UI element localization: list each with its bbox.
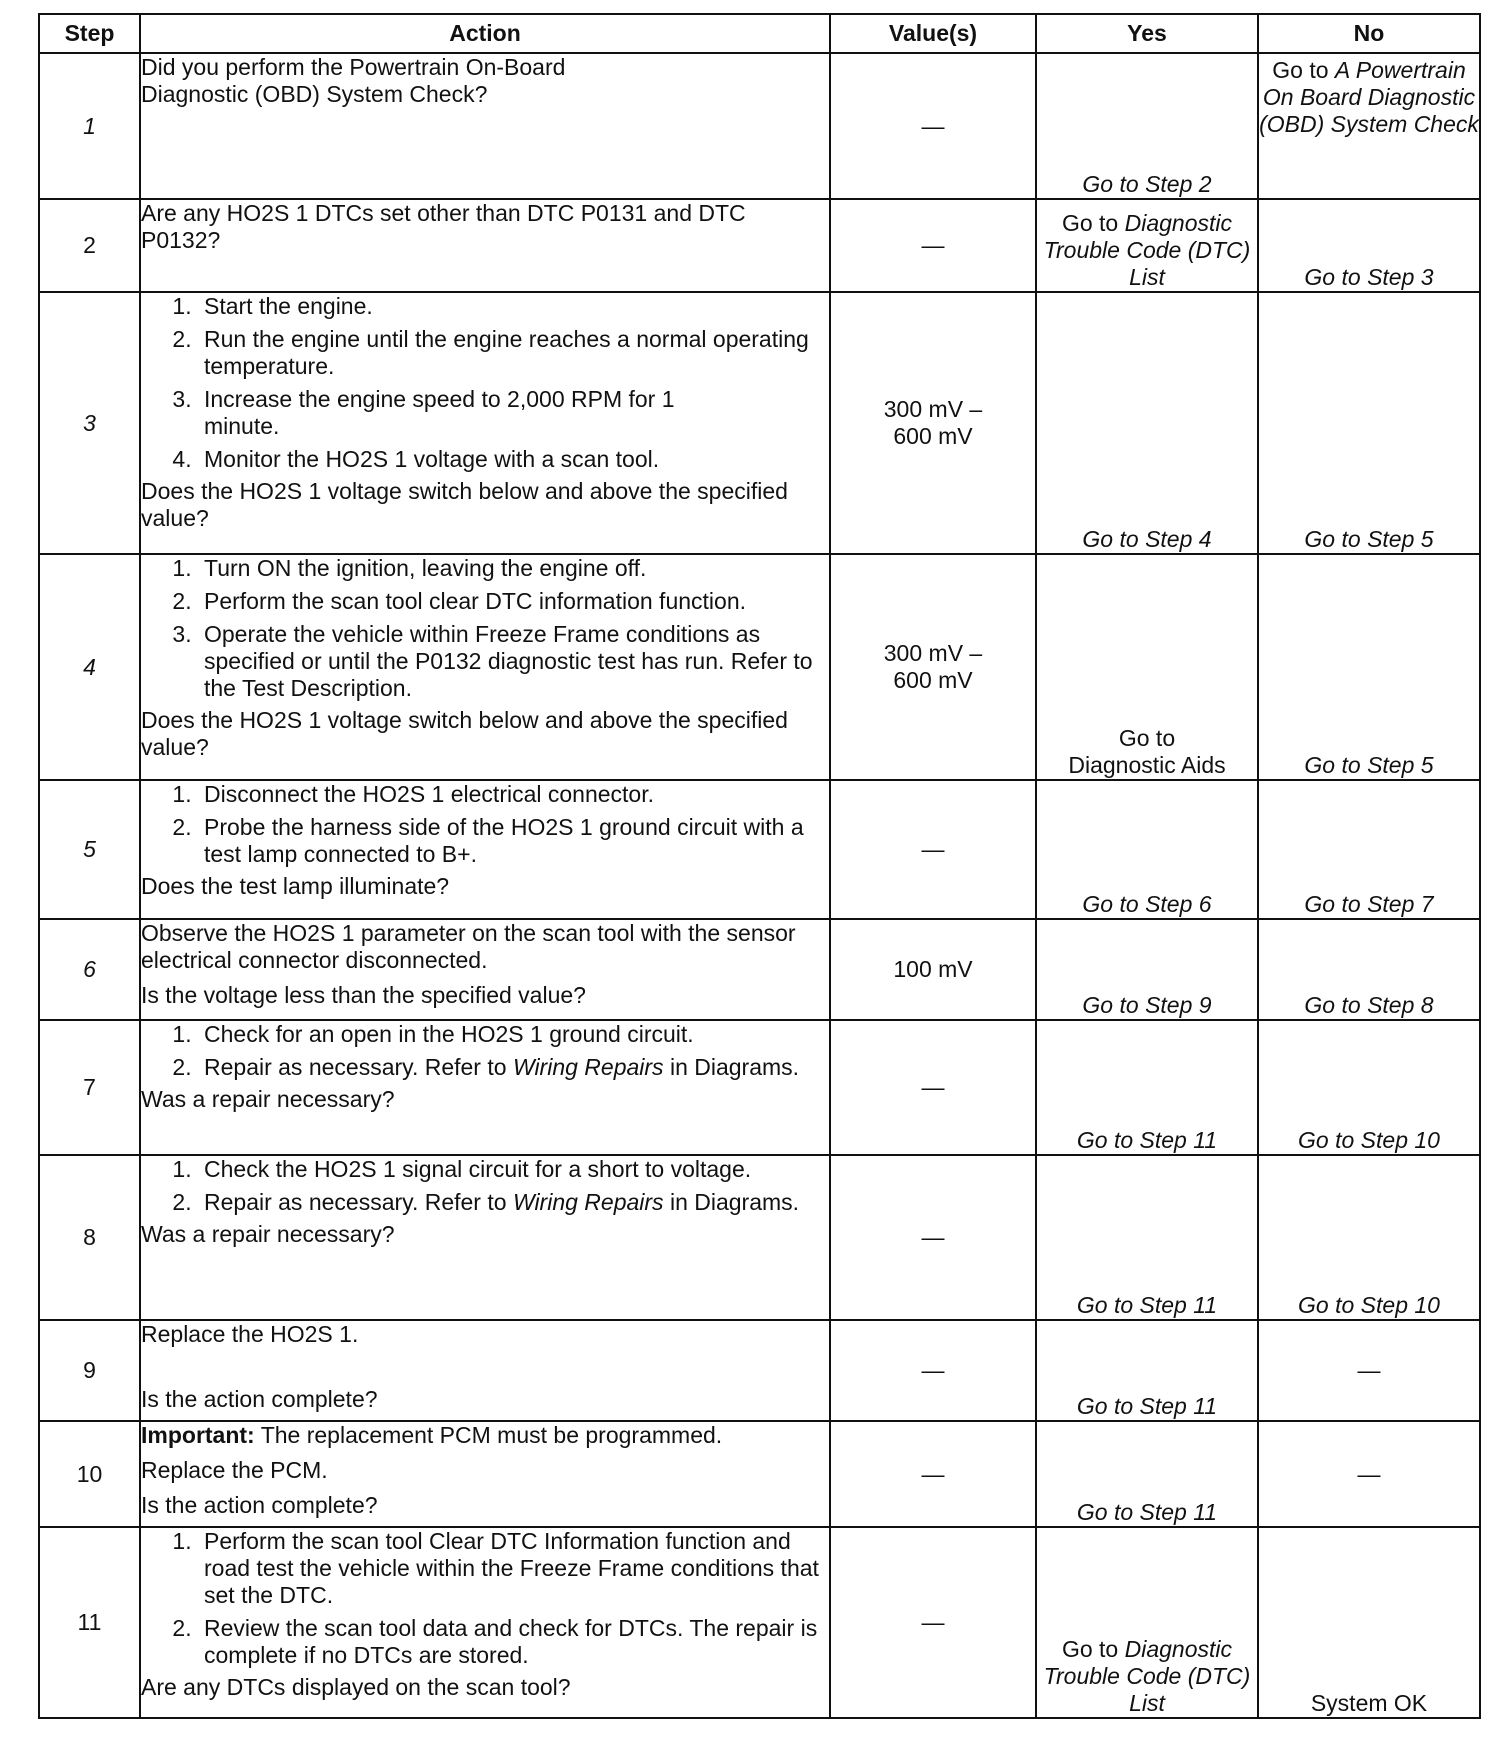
action-steps bbox=[141, 781, 829, 868]
action-steps bbox=[141, 1021, 829, 1081]
table-row bbox=[39, 199, 1480, 292]
yes-result-link[interactable]: Diagnostic Trouble Code (DTC) List bbox=[1043, 210, 1251, 290]
column-header-values: Value(s) bbox=[830, 14, 1036, 53]
value-cell: 300 mV – 600 mV bbox=[830, 554, 1036, 780]
table-row bbox=[39, 1155, 1480, 1320]
no-result[interactable]: Go to Step 10 bbox=[1258, 1155, 1480, 1320]
value-cell: — bbox=[830, 199, 1036, 292]
step-number: 7 bbox=[39, 1020, 140, 1155]
action-steps bbox=[141, 555, 829, 702]
step-number: 6 bbox=[39, 919, 140, 1020]
table-row bbox=[39, 1421, 1480, 1527]
action-step: 1. Start the engine. bbox=[198, 293, 829, 320]
no-result[interactable]: Go to Step 10 bbox=[1258, 1020, 1480, 1155]
table-row bbox=[39, 1320, 1480, 1421]
action-step: 1. Disconnect the HO2S 1 electrical connector. bbox=[198, 781, 829, 808]
value-cell: — bbox=[830, 1320, 1036, 1421]
value-cell: — bbox=[830, 780, 1036, 919]
action-cell bbox=[140, 1320, 830, 1421]
action-step: 2. Review the scan tool data and check for DTCs. The repair is complete if no DTCs are stored. bbox=[198, 1615, 829, 1669]
action-step: 1. Turn ON the ignition, leaving the engine off. bbox=[198, 555, 829, 582]
no-result-link[interactable]: A Powertrain On Board Diagnostic (OBD) System Check bbox=[1259, 57, 1479, 137]
action-question: Is the voltage less than the specified value? bbox=[141, 982, 586, 1008]
value-cell: — bbox=[830, 1421, 1036, 1527]
wiring-repairs-link[interactable]: Wiring Repairs bbox=[512, 1054, 664, 1080]
diagnostic-table bbox=[38, 13, 1481, 1719]
action-step-text: in Diagrams. bbox=[669, 1189, 800, 1215]
action-step: 2. Run the engine until the engine reaches a normal operating temperature. bbox=[198, 326, 829, 380]
action-cell bbox=[140, 199, 830, 292]
action-step: 4. Monitor the HO2S 1 voltage with a scan tool. bbox=[198, 446, 829, 473]
action-cell bbox=[140, 780, 830, 919]
action-cell bbox=[140, 1155, 830, 1320]
step-number: 11 bbox=[39, 1527, 140, 1718]
yes-result[interactable]: Go to Step 11 bbox=[1036, 1320, 1258, 1421]
table-row bbox=[39, 554, 1480, 780]
no-result[interactable]: Go to Step 5 bbox=[1258, 292, 1480, 554]
no-result[interactable]: Go to Step 3 bbox=[1258, 199, 1480, 292]
no-result[interactable]: Go to Step 5 bbox=[1258, 554, 1480, 780]
yes-result[interactable] bbox=[1036, 554, 1258, 780]
no-result-prefix: Go to bbox=[1272, 57, 1329, 83]
action-text: Observe the HO2S 1 parameter on the scan tool with the sensor electrical connector disconnected. bbox=[141, 920, 796, 973]
action-cell bbox=[140, 1527, 830, 1718]
action-cell bbox=[140, 53, 830, 199]
yes-result[interactable] bbox=[1036, 199, 1258, 292]
yes-result-link[interactable]: Diagnostic Trouble Code (DTC) List bbox=[1043, 1636, 1251, 1716]
action-question: Does the HO2S 1 voltage switch below and above the specified value? bbox=[141, 707, 788, 760]
no-result[interactable]: Go to Step 8 bbox=[1258, 919, 1480, 1020]
table-row bbox=[39, 780, 1480, 919]
action-step: 3. Increase the engine speed to 2,000 RPM for 1 minute. bbox=[198, 386, 829, 440]
action-question: Is the action complete? bbox=[141, 1492, 378, 1518]
action-text: Did you perform the Powertrain On-Board Diagnostic (OBD) System Check? bbox=[141, 54, 566, 107]
important-label: Important: bbox=[141, 1422, 255, 1448]
table-header-row bbox=[39, 14, 1480, 53]
action-steps bbox=[141, 293, 829, 473]
action-text: Are any HO2S 1 DTCs set other than DTC P0131 and DTC P0132? bbox=[141, 200, 746, 253]
step-number: 10 bbox=[39, 1421, 140, 1527]
action-step-text: Repair as necessary. Refer to bbox=[204, 1054, 507, 1080]
yes-result[interactable]: Go to Step 4 bbox=[1036, 292, 1258, 554]
step-number: 8 bbox=[39, 1155, 140, 1320]
action-step-text: in Diagrams. bbox=[669, 1054, 800, 1080]
value-cell: — bbox=[830, 1020, 1036, 1155]
yes-result[interactable]: Go to Step 11 bbox=[1036, 1421, 1258, 1527]
column-header-yes: Yes bbox=[1036, 14, 1258, 53]
yes-result-prefix: Go to bbox=[1061, 1636, 1119, 1662]
action-steps bbox=[141, 1528, 829, 1669]
no-result[interactable]: Go to Step 7 bbox=[1258, 780, 1480, 919]
step-number: 2 bbox=[39, 199, 140, 292]
value-cell: — bbox=[830, 1155, 1036, 1320]
yes-result[interactable]: Go to Step 9 bbox=[1036, 919, 1258, 1020]
action-question: Was a repair necessary? bbox=[141, 1086, 395, 1112]
action-text: Replace the PCM. bbox=[141, 1457, 328, 1483]
action-question: Does the test lamp illuminate? bbox=[141, 873, 450, 899]
yes-result[interactable]: Go to Step 6 bbox=[1036, 780, 1258, 919]
action-step-text: Repair as necessary. Refer to bbox=[204, 1189, 507, 1215]
yes-result-link[interactable]: Diagnostic Aids bbox=[1068, 752, 1226, 778]
yes-result-prefix: Go to bbox=[1061, 210, 1119, 236]
action-step: 2. Probe the harness side of the HO2S 1 ground circuit with a test lamp connected to B+. bbox=[198, 814, 829, 868]
column-header-action: Action bbox=[140, 14, 830, 53]
action-step: 1. Check the HO2S 1 signal circuit for a short to voltage. bbox=[198, 1156, 829, 1183]
action-steps bbox=[141, 1156, 829, 1216]
action-question: Is the action complete? bbox=[141, 1386, 378, 1412]
no-result[interactable] bbox=[1258, 53, 1480, 199]
column-header-step: Step bbox=[39, 14, 140, 53]
action-step: 1. Perform the scan tool Clear DTC Information function and road test the vehicle within the Freeze Frame conditions that set the DTC. bbox=[198, 1528, 829, 1609]
action-step: 3. Operate the vehicle within Freeze Frame conditions as specified or until the P0132 diagnostic test has run. Refer to the Test Description. bbox=[198, 621, 829, 702]
yes-result[interactable] bbox=[1036, 1527, 1258, 1718]
action-step bbox=[198, 1054, 829, 1081]
value-cell: — bbox=[830, 53, 1036, 199]
action-cell bbox=[140, 554, 830, 780]
value-cell: 300 mV – 600 mV bbox=[830, 292, 1036, 554]
important-text: The replacement PCM must be programmed. bbox=[260, 1422, 723, 1448]
yes-result-prefix: Go to bbox=[1118, 725, 1176, 751]
table-row bbox=[39, 919, 1480, 1020]
table-row bbox=[39, 1020, 1480, 1155]
action-cell bbox=[140, 1421, 830, 1527]
no-result[interactable]: System OK bbox=[1258, 1527, 1480, 1718]
step-number: 1 bbox=[39, 53, 140, 199]
action-cell bbox=[140, 292, 830, 554]
step-number: 4 bbox=[39, 554, 140, 780]
action-text: Replace the HO2S 1. bbox=[141, 1321, 359, 1347]
column-header-no: No bbox=[1258, 14, 1480, 53]
action-question: Was a repair necessary? bbox=[141, 1221, 395, 1247]
yes-result[interactable]: Go to Step 11 bbox=[1036, 1020, 1258, 1155]
value-cell: — bbox=[830, 1527, 1036, 1718]
action-cell bbox=[140, 919, 830, 1020]
table-row bbox=[39, 53, 1480, 199]
table-row bbox=[39, 1527, 1480, 1718]
value-cell: 100 mV bbox=[830, 919, 1036, 1020]
step-number: 9 bbox=[39, 1320, 140, 1421]
no-result: — bbox=[1258, 1320, 1480, 1421]
step-number: 3 bbox=[39, 292, 140, 554]
yes-result[interactable]: Go to Step 2 bbox=[1036, 53, 1258, 199]
table-row bbox=[39, 292, 1480, 554]
action-question: Does the HO2S 1 voltage switch below and above the specified value? bbox=[141, 478, 788, 531]
action-step: 2. Perform the scan tool clear DTC information function. bbox=[198, 588, 829, 615]
yes-result[interactable]: Go to Step 11 bbox=[1036, 1155, 1258, 1320]
wiring-repairs-link[interactable]: Wiring Repairs bbox=[512, 1189, 664, 1215]
action-step: 1. Check for an open in the HO2S 1 ground circuit. bbox=[198, 1021, 829, 1048]
step-number: 5 bbox=[39, 780, 140, 919]
important-note bbox=[141, 1422, 829, 1449]
action-step bbox=[198, 1189, 829, 1216]
action-question: Are any DTCs displayed on the scan tool? bbox=[141, 1674, 571, 1700]
no-result: — bbox=[1258, 1421, 1480, 1527]
action-cell bbox=[140, 1020, 830, 1155]
